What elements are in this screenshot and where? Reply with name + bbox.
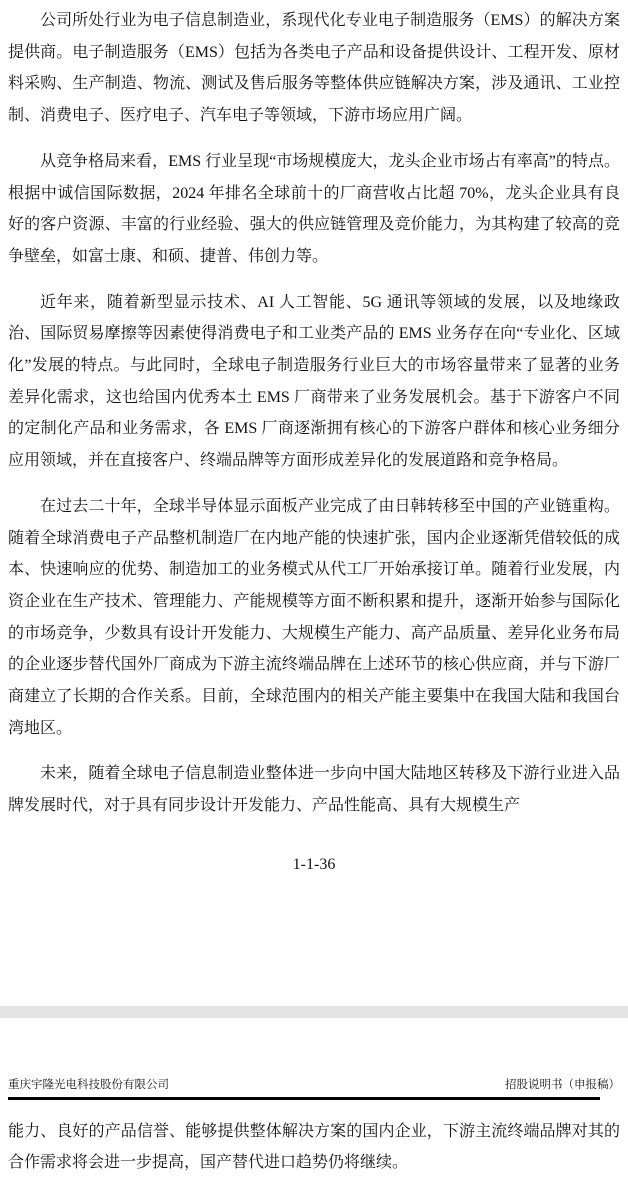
paragraph-competitive-landscape: 从竞争格局来看，EMS 行业呈现“市场规模庞大，龙头企业市场占有率高”的特点。根据中诚信国际数据，2024 年排名全球前十的厂商营收占比超 70%，龙头企业具有良好的客户资源、丰富的行业经验、强大的供应链管理及竞价能力，为其构建了较高的竞争壁垒，如富士康、和硕、捷普、伟创力等。 xyxy=(8,152,620,265)
page-header xyxy=(8,1077,620,1093)
paragraph-recent-trends: 近年来，随着新型显示技术、AI 人工智能、5G 通讯等领域的发展，以及地缘政治、国际贸易摩擦等因素使得消费电子和工业类产品的 EMS 业务存在向“专业化、区域化”发展的特点。与此同时，全球电子制造服务行业巨大的市场容量带来了显著的业务差异化需求，这也给国内优秀本土 EMS 厂商带来了业务发展机会。基于下游客户不同的定制化产品和业务需求，各 EMS 厂商逐渐拥有核心的下游客户群体和核心业务细分应用领域，并在直接客户、终端品牌等方面形成差异化的发展道路和竞争格局。 xyxy=(8,293,620,470)
paragraph-future-outlook: 未来，随着全球电子信息制造业整体进一步向中国大陆地区转移及下游行业进入品牌发展时代，对于具有同步设计开发能力、产品性能高、具有大规模生产 xyxy=(8,765,620,815)
page-gap-separator xyxy=(0,1006,628,1018)
paragraph-industry-overview: 公司所处行业为电子信息制造业，系现代化专业电子制造服务（EMS）的解决方案提供商。电子制造服务（EMS）包括为各类电子产品和设备提供设计、工程开发、原材料采购、生产制造、物流、测试及售后服务等整体供应链解决方案，涉及通讯、工业控制、消费电子、医疗电子、汽车电子等领域，下游市场应用广阔。 xyxy=(8,12,620,125)
page-number: 1-1-36 xyxy=(292,855,336,873)
paragraph-industry-transfer: 在过去二十年，全球半导体显示面板产业完成了由日韩转移至中国的产业链重构。随着全球消费电子产品整机制造厂在内地产能的快速扩张，国内企业逐渐凭借较低的成本、快速响应的优势、制造加工的业务模式从代工厂开始承接订单。随着行业发展，内资企业在生产技术、管理能力、产能规模等方面不断积累和提升，逐渐开始参与国际化的市场竞争，少数具有设计开发能力、大规模生产能力、高产品质量、差异化业务布局的企业逐步替代国外厂商成为下游主流终端品牌在上述环节的核心供应商，并与下游厂商建立了长期的合作关系。目前，全球范围内的相关产能主要集中在我国大陆和我国台湾地区。 xyxy=(8,497,620,737)
page2-content xyxy=(8,1077,620,1179)
page-header-doc-type: 招股说明书（申报稿） xyxy=(505,1079,620,1091)
page-header-rule xyxy=(8,1097,600,1100)
page-header-company-name: 重庆宇隆光电科技股份有限公司 xyxy=(8,1079,169,1091)
paragraph-future-outlook-continued: 能力、良好的产品信誉、能够提供整体解决方案的国内企业，下游主流终端品牌对其的合作需求将会进一步提高，国产替代进口趋势仍将继续。 xyxy=(8,1122,620,1172)
